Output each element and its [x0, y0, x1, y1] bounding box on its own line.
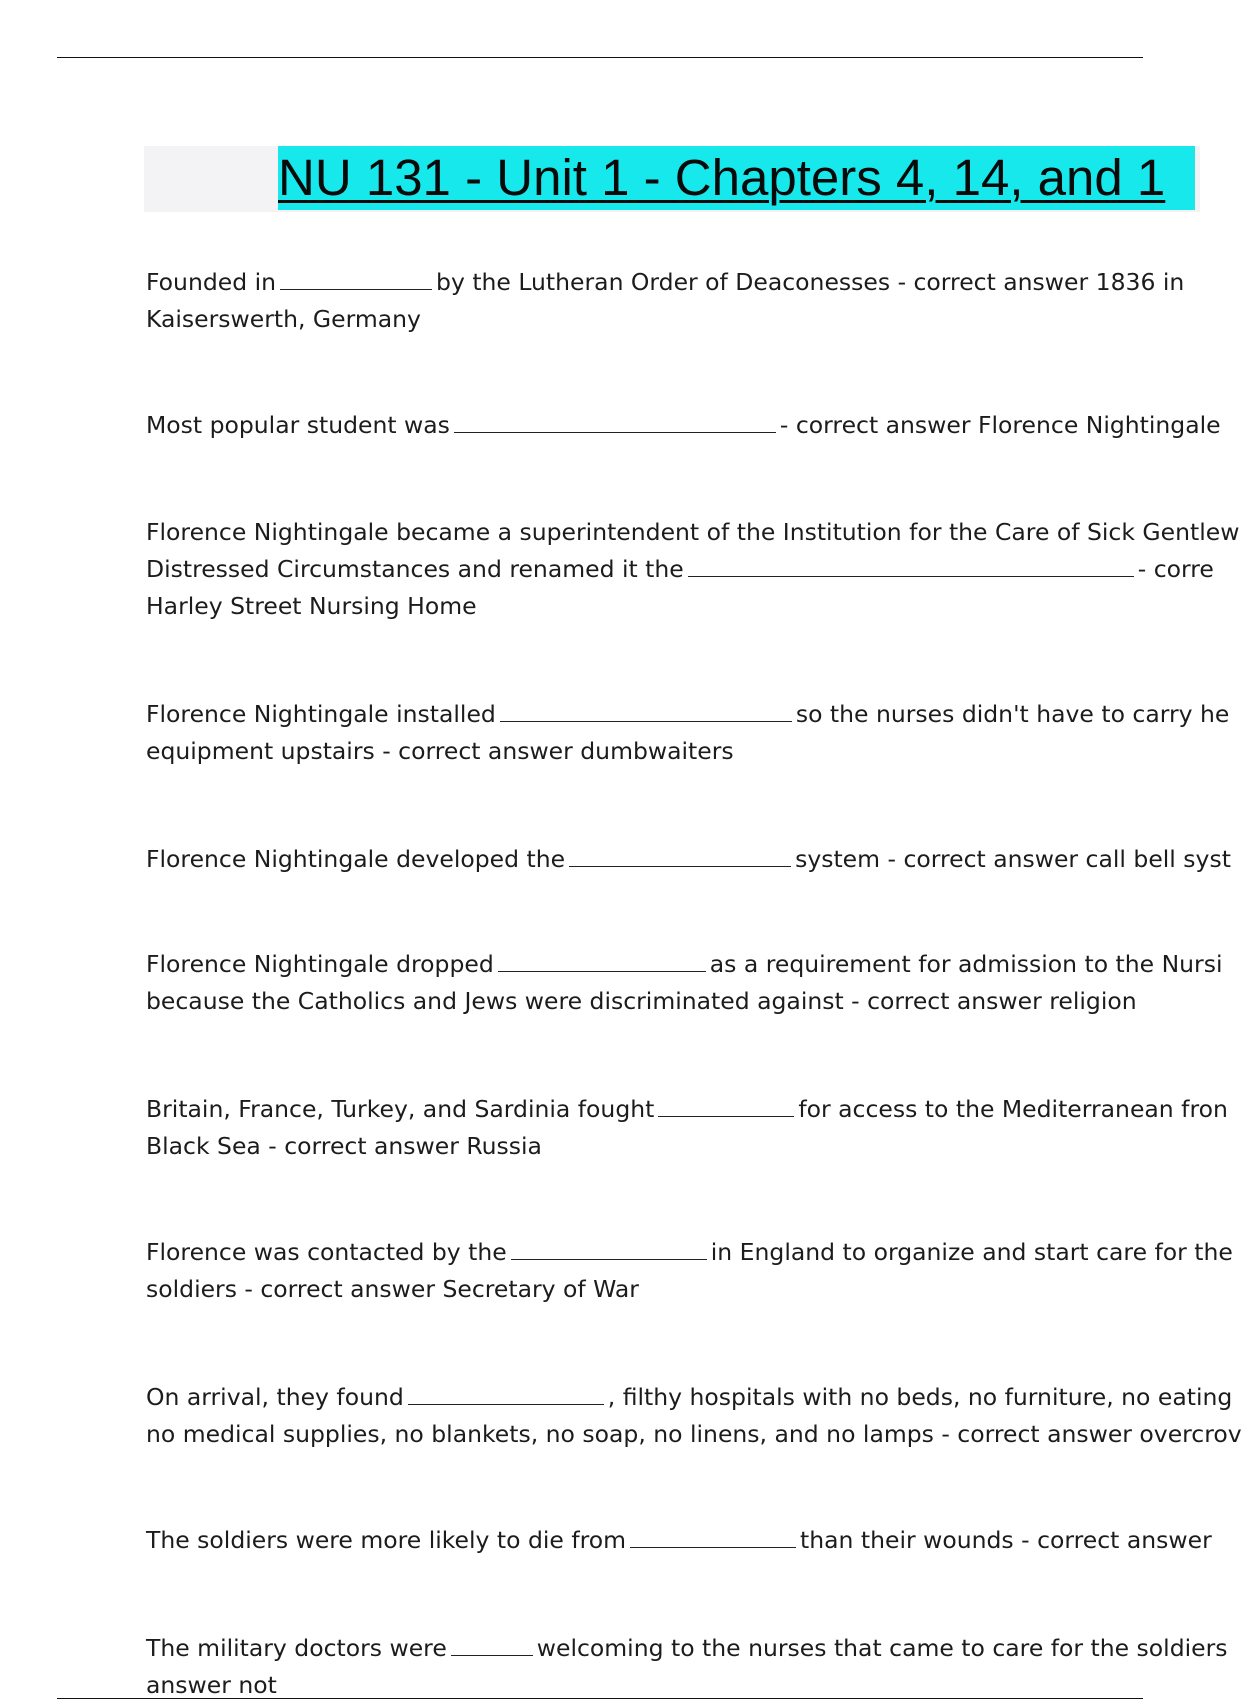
question-line: Florence Nightingale dropped as a requirement for admission to the Nursi	[146, 950, 1223, 978]
question-line: Britain, France, Turkey, and Sardinia fought for access to the Mediterranean fron	[146, 1095, 1228, 1123]
question-line: Distressed Circumstances and renamed it the - corre	[146, 555, 1214, 583]
question-line: Founded in by the Lutheran Order of Deaconesses - correct answer 1836 in	[146, 268, 1185, 296]
question-item	[146, 696, 1230, 770]
answer-blank	[569, 843, 791, 867]
answer-continuation: soldiers - correct answer Secretary of War	[146, 1275, 639, 1303]
answer-blank	[498, 948, 706, 972]
question-item	[146, 1379, 1242, 1453]
answer-blank	[454, 409, 776, 433]
question-item	[146, 841, 1231, 878]
answer-blank	[688, 553, 1134, 577]
title-band	[144, 146, 1200, 212]
answer-blank	[511, 1236, 707, 1260]
question-line: Most popular student was - correct answer Florence Nightingale	[146, 411, 1221, 439]
question-item	[146, 1630, 1228, 1704]
top-rule	[57, 57, 1143, 58]
question-item	[146, 407, 1221, 444]
answer-continuation: because the Catholics and Jews were discriminated against - correct answer religion	[146, 987, 1137, 1015]
answer-blank	[280, 266, 432, 290]
question-item	[146, 264, 1200, 338]
answer-continuation: equipment upstairs - correct answer dumbwaiters	[146, 737, 734, 765]
answer-continuation: no medical supplies, no blankets, no soap, no linens, and no lamps - correct answer overcrov	[146, 1420, 1242, 1448]
answer-continuation: Black Sea - correct answer Russia	[146, 1132, 542, 1160]
answer-continuation: Kaiserswerth, Germany	[146, 305, 421, 333]
question-line: Florence was contacted by the in England to organize and start care for the	[146, 1238, 1233, 1266]
question-line: On arrival, they found , filthy hospitals with no beds, no furniture, no eating	[146, 1383, 1233, 1411]
page-title: NU 131 - Unit 1 - Chapters 4, 14, and 1	[278, 146, 1195, 210]
question-line: Florence Nightingale developed the system - correct answer call bell syst	[146, 845, 1231, 873]
answer-continuation: answer not	[146, 1671, 277, 1699]
question-item	[146, 514, 1240, 625]
answer-blank	[630, 1524, 796, 1548]
answer-blank	[500, 698, 792, 722]
answer-blank	[451, 1632, 533, 1656]
question-line: The soldiers were more likely to die from than their wounds - correct answer	[146, 1526, 1212, 1554]
answer-continuation: Harley Street Nursing Home	[146, 592, 477, 620]
question-line: The military doctors were welcoming to the nurses that came to care for the soldiers	[146, 1634, 1228, 1662]
question-item	[146, 1234, 1233, 1308]
question-item	[146, 946, 1223, 1020]
question-item	[146, 1522, 1212, 1559]
answer-blank	[408, 1381, 604, 1405]
bottom-rule	[57, 1698, 1143, 1699]
answer-blank	[658, 1093, 794, 1117]
question-line: Florence Nightingale installed so the nurses didn't have to carry he	[146, 700, 1230, 728]
question-item	[146, 1091, 1228, 1165]
question-line: Florence Nightingale became a superintendent of the Institution for the Care of Sick Gentlew	[146, 518, 1240, 546]
